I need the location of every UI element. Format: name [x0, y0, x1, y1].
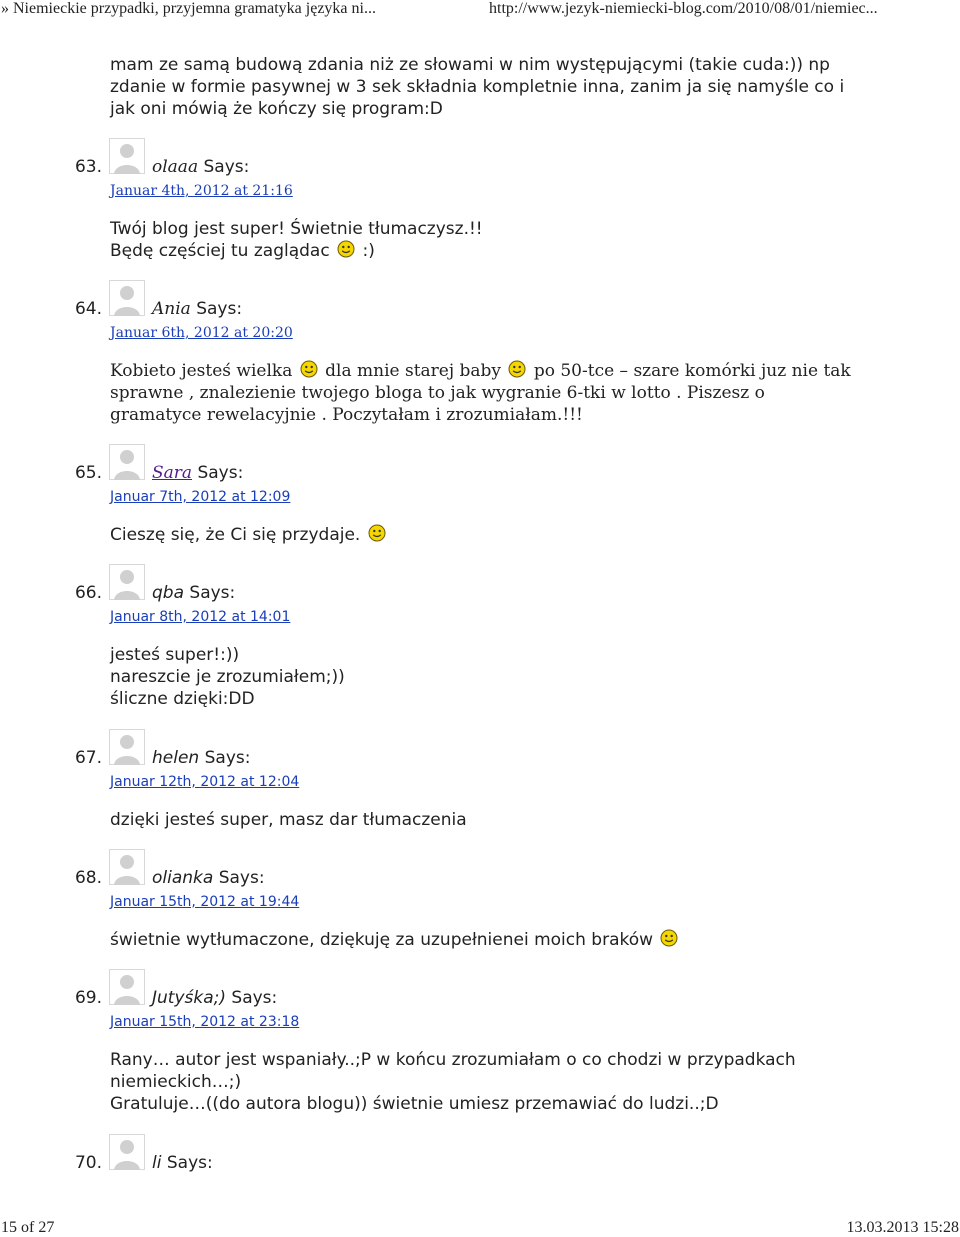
comment-date-link[interactable]: Januar 8th, 2012 at 14:01 — [110, 609, 291, 625]
comment-author-line — [152, 156, 249, 178]
comment-body — [110, 1049, 900, 1115]
smiley-icon — [508, 360, 526, 378]
page-url[interactable]: http://www.jezyk-niemiecki-blog.com/2010/08/01/niemiec... — [489, 0, 878, 17]
comment-number: 67. — [74, 748, 102, 768]
text-line: dzięki jesteś super, masz dar tłumaczenia — [110, 810, 467, 830]
comment-author-line — [152, 1152, 213, 1174]
comment-body — [110, 929, 900, 951]
comment-body — [110, 360, 900, 426]
default-avatar-icon — [109, 444, 145, 480]
says-label: Says: — [189, 583, 236, 603]
text-line: jesteś super!:)) — [110, 645, 240, 665]
comment-date-link[interactable]: Januar 7th, 2012 at 12:09 — [110, 489, 291, 505]
comment-author-line — [152, 867, 265, 889]
comment-number: 64. — [74, 299, 102, 319]
comment-number: 69. — [74, 988, 102, 1008]
default-avatar-icon — [109, 138, 145, 174]
comment-date-link[interactable]: Januar 4th, 2012 at 21:16 — [110, 183, 293, 199]
comment-author-line — [152, 582, 235, 604]
default-avatar-icon — [109, 969, 145, 1005]
smiley-icon — [337, 240, 355, 258]
page-counter: 15 of 27 — [1, 1219, 55, 1236]
comment-author: qba — [152, 583, 184, 603]
comment-date-link[interactable]: Januar 6th, 2012 at 20:20 — [110, 325, 293, 341]
default-avatar-icon — [109, 280, 145, 316]
comment-number: 63. — [74, 157, 102, 177]
default-avatar-icon — [109, 849, 145, 885]
says-label: Says: — [231, 988, 278, 1008]
text-line — [110, 929, 900, 951]
comment-number: 70. — [74, 1153, 102, 1173]
smiley-icon — [660, 929, 678, 947]
smiley-icon — [300, 360, 318, 378]
text-line: zdanie w formie pasywnej w 3 sek składnia kompletnie inna, zanim ja się namyśle co i — [110, 77, 845, 97]
smiley-icon — [368, 524, 386, 542]
comment-author: olianka — [152, 868, 214, 888]
comment-author: olaaa — [152, 157, 199, 177]
comment-date-link[interactable]: Januar 15th, 2012 at 19:44 — [110, 894, 300, 910]
text-line: mam ze samą budową zdania niż ze słowami w nim występującymi (takie cuda:)) np — [110, 55, 830, 75]
comment-body — [110, 809, 900, 831]
default-avatar-icon — [109, 564, 145, 600]
comment-body — [110, 524, 900, 546]
print-header — [0, 0, 960, 18]
comment-date-link[interactable]: Januar 12th, 2012 at 12:04 — [110, 774, 300, 790]
text-line: Gratuluje…((do autora blogu)) świetnie umiesz przemawiać do ludzi..;D — [110, 1094, 719, 1114]
comment-number: 66. — [74, 583, 102, 603]
default-avatar-icon — [109, 1134, 145, 1170]
comment-author: Ania — [152, 299, 191, 319]
says-label: Says: — [196, 299, 243, 319]
text-line — [110, 240, 900, 262]
text-segment: dla mnie starej baby — [325, 361, 502, 381]
text-line: sprawne , znalezienie twojego bloga to jak wygranie 6-tki w lotto . Piszesz o — [110, 383, 765, 403]
print-datetime: 13.03.2013 15:28 — [846, 1219, 959, 1236]
text-segment: Cieszę się, że Ci się przydaje. — [110, 525, 361, 545]
text-line — [110, 360, 900, 382]
says-label: Says: — [204, 748, 251, 768]
text-line: Twój blog jest super! Świetnie tłumaczysz.!! — [110, 219, 483, 239]
text-line: śliczne dzięki:DD — [110, 689, 255, 709]
comment-date-link[interactable]: Januar 15th, 2012 at 23:18 — [110, 1014, 300, 1030]
comment-author-line — [152, 462, 243, 484]
text-segment: po 50-tce – szare komórki juz nie tak — [533, 361, 851, 381]
comment-author: Jutyśka;) — [152, 988, 226, 1008]
comment-number: 65. — [74, 463, 102, 483]
comment-author-line — [152, 987, 277, 1009]
comment-author-link[interactable]: Sara — [152, 463, 193, 483]
default-avatar-icon — [109, 729, 145, 765]
comment-author-line — [152, 747, 250, 769]
previous-comment-text — [110, 54, 910, 120]
text-line: Rany… autor jest wspaniały..;P w końcu zrozumiałam o co chodzi w przypadkach — [110, 1050, 796, 1070]
comment-body — [110, 218, 900, 262]
text-segment: Będę częściej tu zaglądac — [110, 241, 330, 261]
says-label: Says: — [166, 1153, 213, 1173]
text-segment: świetnie wytłumaczone, dziękuję za uzupełnienei moich braków — [110, 930, 654, 950]
comment-author: helen — [152, 748, 200, 768]
print-footer — [0, 1219, 960, 1237]
text-segment: Kobieto jesteś wielka — [110, 361, 293, 381]
text-line: gramatyce rewelacyjnie . Poczytałam i zrozumiałam.!!! — [110, 405, 583, 425]
text-line — [110, 524, 900, 546]
comment-body — [110, 644, 900, 710]
page-title: » Niemieckie przypadki, przyjemna gramatyka języka ni... — [1, 0, 376, 17]
says-label: Says: — [197, 463, 244, 483]
says-label: Says: — [203, 157, 250, 177]
says-label: Says: — [218, 868, 265, 888]
comment-author: li — [152, 1153, 162, 1173]
text-segment: :) — [362, 241, 375, 261]
comment-number: 68. — [74, 868, 102, 888]
text-line: nareszcie je zrozumiałem;)) — [110, 667, 345, 687]
text-line: jak oni mówią że kończy się program:D — [110, 99, 443, 119]
text-line: niemieckich…;) — [110, 1072, 242, 1092]
comment-author-line — [152, 298, 242, 320]
